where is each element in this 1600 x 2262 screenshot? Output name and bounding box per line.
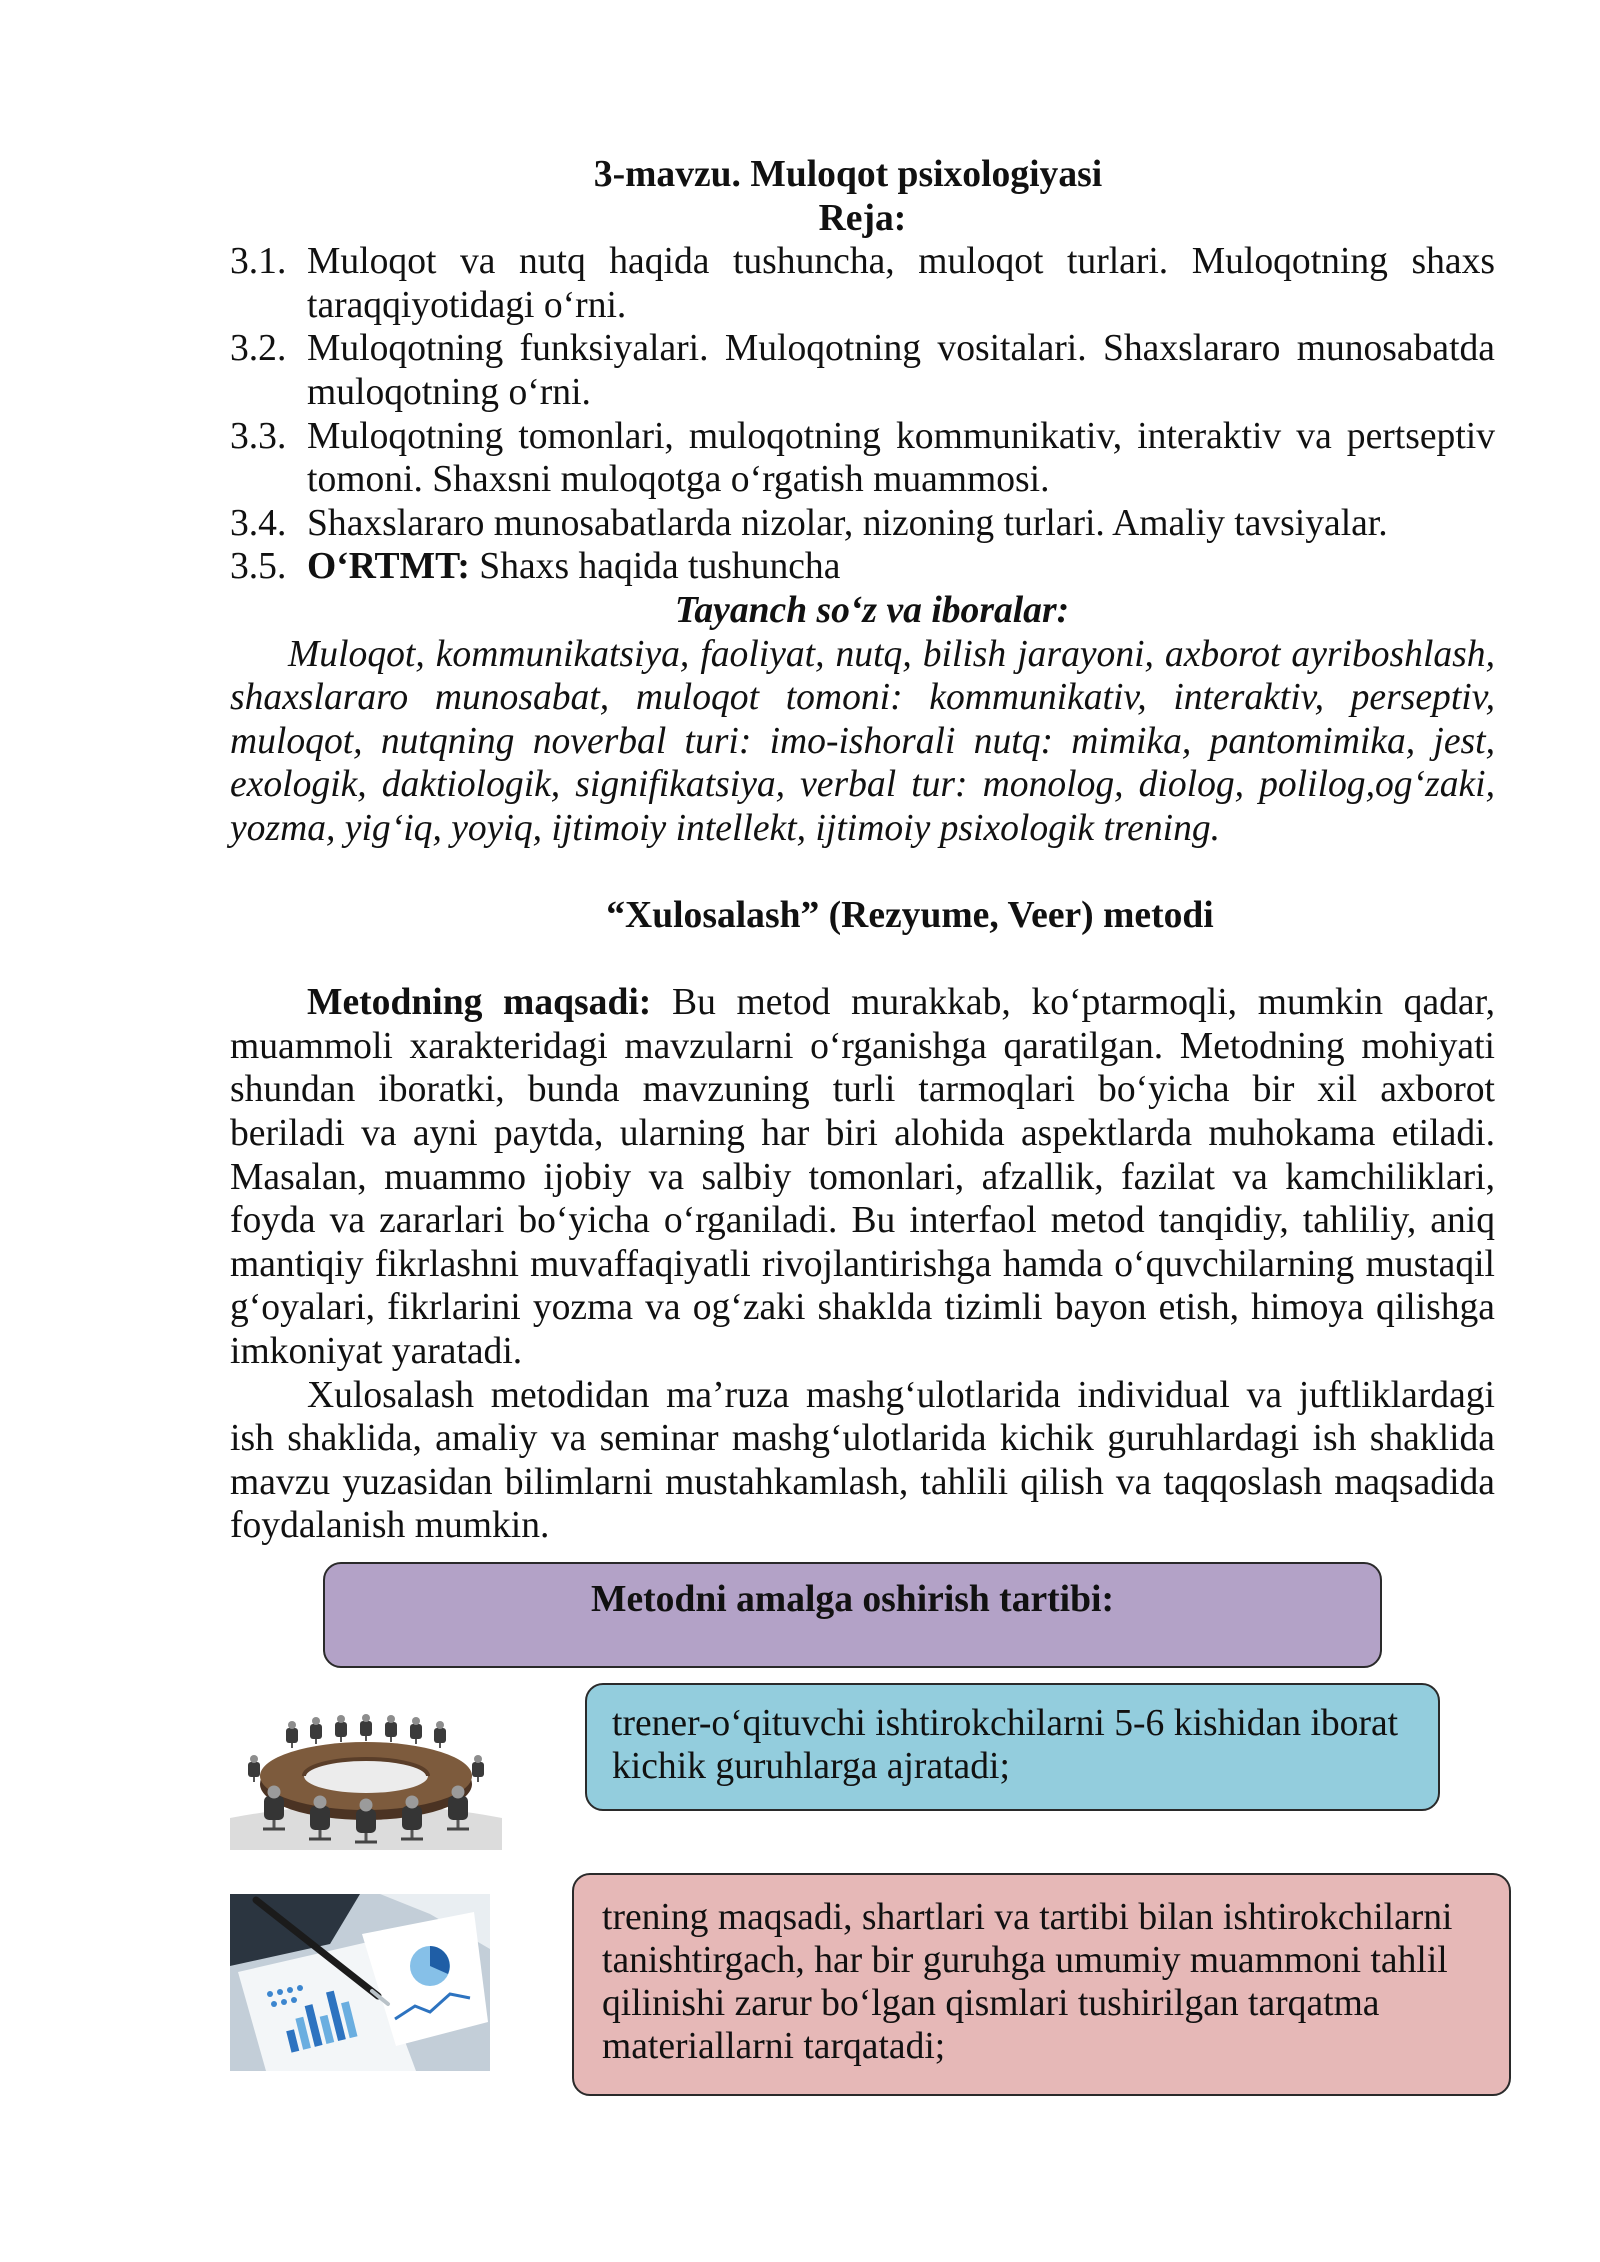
paragraph-text: imkoniyat yaratadi. [230, 1331, 523, 1373]
plan-item-label: O‘RTMT: [307, 546, 470, 588]
method-goal-text: Bu metod murakkab, ko‘ptarmoqli, mumkin qadar, [672, 982, 1496, 1024]
method-goal-label: Metodning maqsadi: [307, 982, 652, 1024]
keywords-line [230, 763, 1495, 807]
paragraph-text: foydalanish mumkin. [230, 1505, 550, 1547]
paragraph-text: Masalan, muammo ijobiy va salbiy tomonlari, afzallik, fazilat va kamchiliklari, [230, 1156, 1495, 1198]
topic-title: 3-mavzu. Muloqot psixologiyasi [593, 154, 1103, 195]
method-paragraph-line [230, 1112, 1495, 1156]
keywords-line [230, 807, 1495, 851]
procedure-step-box [572, 1873, 1511, 2096]
method-paragraph-line [230, 1068, 1495, 1112]
document-body [230, 153, 1495, 1548]
plan-item [230, 502, 1495, 546]
paragraph-text: Xulosalash metodidan ma’ruza mashg‘ulotlarida individual va juftliklardagi [307, 1374, 1495, 1416]
plan-item-continuation [230, 371, 1495, 415]
method-paragraph-line [230, 1199, 1495, 1243]
paragraph-text: mantiqiy fikrlashni muvaffaqiyatli rivojlantirishga hamda o‘quvchilarning mustaqil [230, 1243, 1495, 1285]
plan-item-text: Shaxs haqida tushuncha [479, 546, 841, 588]
procedure-step-line: kichik guruhlarga ajratadi; [612, 1746, 1010, 1787]
method-paragraph-line [230, 1286, 1495, 1330]
round-table-meeting-image [230, 1702, 502, 1850]
plan-item-number: 3.1. [230, 241, 287, 283]
plan-item-text: muloqotning o‘rni. [307, 371, 591, 413]
plan-item [230, 415, 1495, 459]
keywords-heading: Tayanch so‘z va iboralar: [674, 589, 1070, 631]
keywords-text: muloqot, nutqning noverbal turi: imo-ishorali nutq: mimika, pantomimika, jest, [230, 720, 1495, 762]
procedure-step-box [585, 1683, 1440, 1811]
plan-item-number: 3.3. [230, 415, 287, 457]
keywords-text: Muloqot, kommunikatsiya, faoliyat, nutq, bilish jarayoni, axborot ayriboshlash, [288, 633, 1495, 675]
usage-paragraph-line [230, 1504, 1495, 1548]
keywords-line [230, 633, 1495, 677]
paragraph-text: muammoli xarakteridagi mavzularni o‘rganishga qaratilgan. Metodning mohiyati [230, 1025, 1495, 1067]
method-paragraph-line [230, 981, 1495, 1025]
paragraph-text: beriladi va ayni paytda, ularning har biri alohida aspektlarda muhokama etiladi. [230, 1113, 1495, 1155]
plan-item-number: 3.2. [230, 328, 287, 370]
method-heading: “Xulosalash” (Rezyume, Veer) metodi [606, 895, 1214, 937]
method-paragraph-line [230, 1156, 1495, 1200]
procedure-heading-box [323, 1562, 1382, 1668]
procedure-heading: Metodni amalga oshirish tartibi: [591, 1579, 1114, 1620]
plan-heading: Reja: [818, 197, 907, 239]
plan-item-continuation [230, 284, 1495, 328]
paragraph-text: mavzu yuzasidan bilimlarni mustahkamlash, tahlili qilish va taqqoslash maqsadida [230, 1461, 1495, 1503]
procedure-step-line: qilinishi zarur bo‘lgan qismlari tushirilgan tarqatma [602, 1983, 1380, 2024]
plan-item-text: Muloqotning tomonlari, muloqotning kommunikativ, interaktiv va pertseptiv [307, 415, 1495, 457]
plan-item-text: Muloqotning funksiyalari. Muloqotning vositalari. Shaxslararo munosabatda [307, 328, 1495, 370]
method-goal-line [307, 981, 1495, 1025]
spacer [230, 938, 1495, 982]
plan-item [230, 240, 1495, 284]
procedure-step-line: tanishtirgach, har bir guruhga umumiy muammoni tahlil [602, 1940, 1448, 1981]
paragraph-text: ish shaklida, amaliy va seminar mashg‘ulotlarida kichik guruhlardagi ish shaklida [230, 1418, 1495, 1460]
plan-item-text: Muloqot va nutq haqida tushuncha, muloqot turlari. Muloqotning shaxs [307, 241, 1495, 283]
method-paragraph-line [230, 1243, 1495, 1287]
usage-paragraph-line [230, 1374, 1495, 1418]
plan-item-continuation [230, 458, 1495, 502]
plan-item [230, 545, 1495, 589]
keywords-line [230, 720, 1495, 764]
paragraph-text: g‘oyalari, fikrlarini yozma va og‘zaki shaklda tizimli bayon etish, himoya qilishga [230, 1287, 1495, 1329]
keywords-text: exologik, daktiologik, signifikatsiya, verbal tur: monolog, diolog, polilog,og‘zaki, [230, 764, 1495, 806]
method-paragraph-line [230, 1330, 1495, 1374]
usage-paragraph-line [230, 1417, 1495, 1461]
plan-item-text: tomoni. Shaxsni muloqotga o‘rgatish muammosi. [307, 459, 1050, 501]
keywords-line [230, 676, 1495, 720]
keywords-text: shaxslararo munosabat, muloqot tomoni: kommunikativ, interaktiv, perseptiv, [230, 677, 1495, 719]
procedure-step-line: trening maqsadi, shartlari va tartibi bilan ishtirokchilarni [602, 1897, 1453, 1938]
spacer [230, 851, 1495, 895]
plan-item-number: 3.4. [230, 502, 287, 544]
charts-documents-image [230, 1894, 490, 2071]
plan-item-text: taraqqiyotidagi o‘rni. [307, 284, 627, 326]
procedure-step-line: materiallarni tarqatadi; [602, 2026, 946, 2067]
keywords-text: yozma, yig‘iq, yoyiq, ijtimoiy intellekt, ijtimoiy psixologik trening. [230, 807, 1221, 849]
paragraph-text: shundan iboratki, bunda mavzuning turli tarmoqlari bo‘yicha bir xil axborot [230, 1069, 1495, 1111]
method-paragraph-line [230, 1025, 1495, 1069]
usage-paragraph-line [230, 1461, 1495, 1505]
plan-item-number: 3.5. [230, 546, 287, 588]
plan-item-text: Shaxslararo munosabatlarda nizolar, nizoning turlari. Amaliy tavsiyalar. [307, 502, 1388, 544]
paragraph-text: foyda va zararlari bo‘yicha o‘rganiladi. Bu interfaol metod tanqidiy, tahliliy, aniq [230, 1200, 1495, 1242]
plan-item [230, 327, 1495, 371]
procedure-step-line: trener-o‘qituvchi ishtirokchilarni 5-6 kishidan iborat [612, 1703, 1399, 1744]
